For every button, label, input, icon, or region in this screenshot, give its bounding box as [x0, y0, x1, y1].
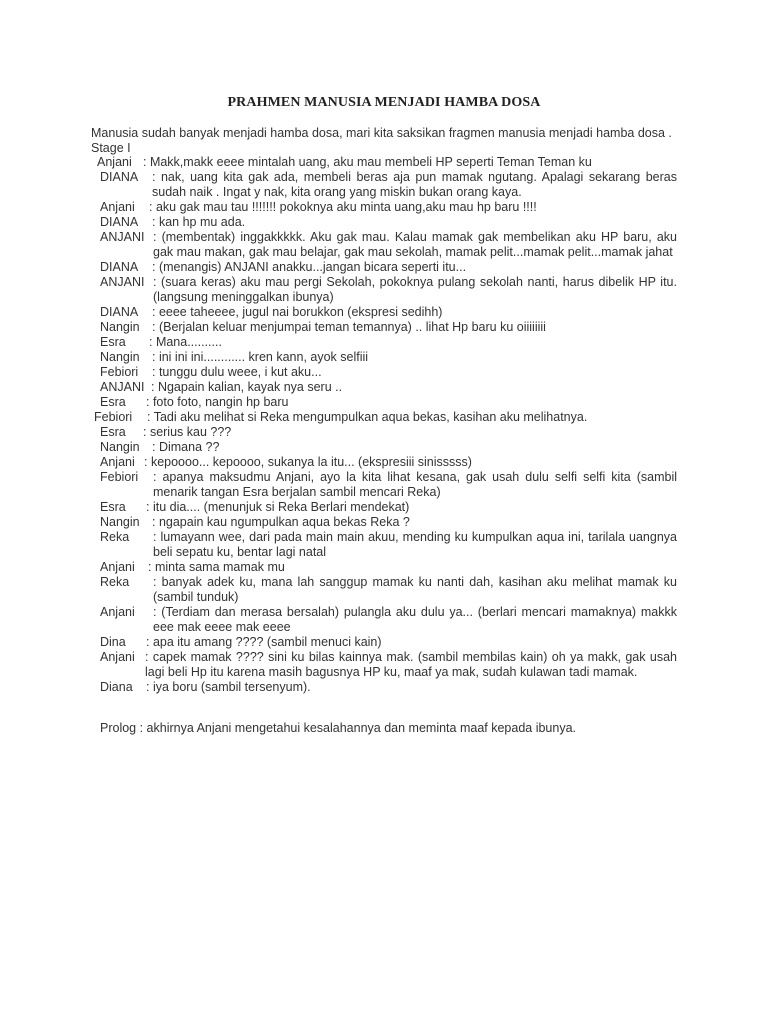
dialogue-line	[0, 155, 768, 170]
speaker-name: DIANA	[100, 260, 139, 274]
dialogue-line	[0, 230, 768, 260]
dialogue-text: : kan hp mu ada.	[152, 215, 246, 229]
dialogue-text: : apa itu amang ???? (sambil menuci kain)	[146, 635, 382, 649]
intro-paragraph: Manusia sudah banyak menjadi hamba dosa, mari kita saksikan fragmen manusia menjadi hamba dosa .	[91, 126, 672, 140]
dialogue-text: : foto foto, nangin hp baru	[146, 395, 289, 409]
dialogue-text: : (Terdiam dan merasa bersalah) pulangla aku dulu ya... (berlari mencari mamaknya) makkk eee mak eeee mak eeee	[153, 605, 677, 634]
dialogue-line	[0, 365, 768, 380]
speaker-name: Reka	[100, 530, 130, 544]
speaker-name: Febiori	[100, 470, 139, 484]
speaker-name: ANJANI	[100, 275, 145, 289]
speaker-name: Anjani	[100, 200, 135, 214]
speaker-name: Febiori	[94, 410, 133, 424]
speaker-name: DIANA	[100, 170, 139, 184]
dialogue-line	[0, 260, 768, 275]
dialogue-line	[0, 320, 768, 335]
dialogue-line	[0, 455, 768, 470]
dialogue-list	[0, 155, 768, 695]
dialogue-line	[0, 380, 768, 395]
speaker-name: Esra	[100, 425, 126, 439]
dialogue-text: : ngapain kau ngumpulkan aqua bekas Reka ?	[152, 515, 410, 529]
dialogue-line	[0, 575, 768, 605]
dialogue-text: : Ngapain kalian, kayak nya seru ..	[151, 380, 343, 394]
speaker-name: Esra	[100, 335, 126, 349]
dialogue-line	[0, 305, 768, 320]
speaker-name: Anjani	[100, 560, 135, 574]
dialogue-text: : Tadi aku melihat si Reka mengumpulkan aqua bekas, kasihan aku melihatnya.	[147, 410, 588, 424]
dialogue-text: : lumayann wee, dari pada main main akuu, mending ku kumpulkan aqua ini, tarilala uangnya beli sepatu ku, bentar lagi natal	[153, 530, 677, 559]
dialogue-text: : (menangis) ANJANI anakku...jangan bicara seperti itu...	[152, 260, 467, 274]
dialogue-line	[0, 395, 768, 410]
prolog-paragraph: Prolog : akhirnya Anjani mengetahui kesalahannya dan meminta maaf kepada ibunya.	[100, 721, 577, 735]
dialogue-text: : ini ini ini............ kren kann, ayok selfiii	[152, 350, 369, 364]
dialogue-text: : (membentak) inggakkkkk. Aku gak mau. Kalau mamak gak membelikan aku HP baru, aku gak mau makan, gak mau belajar, gak mau sekolah, mamak pelit...mamak pelit...mamak jahat	[153, 230, 677, 259]
speaker-name: DIANA	[100, 305, 139, 319]
dialogue-text: : Dimana ??	[152, 440, 220, 454]
speaker-name: Nangin	[100, 515, 140, 529]
dialogue-line	[0, 425, 768, 440]
dialogue-line	[0, 350, 768, 365]
dialogue-line	[0, 335, 768, 350]
dialogue-text: : minta sama mamak mu	[148, 560, 285, 574]
dialogue-line	[0, 170, 768, 200]
speaker-name: Reka	[100, 575, 130, 589]
dialogue-text: : eeee taheeee, jugul nai borukkon (ekspresi sedihh)	[152, 305, 443, 319]
speaker-name: Anjani	[100, 605, 135, 619]
dialogue-line	[0, 215, 768, 230]
speaker-name: Anjani	[100, 455, 135, 469]
dialogue-line	[0, 500, 768, 515]
dialogue-line	[0, 530, 768, 560]
dialogue-text: : nak, uang kita gak ada, membeli beras aja pun mamak ngutang. Apalagi sekarang beras sudah naik . Ingat y nak, kita orang yang miskin bukan orang kaya.	[152, 170, 677, 199]
dialogue-text: : itu dia.... (menunjuk si Reka Berlari mendekat)	[146, 500, 410, 514]
speaker-name: Dina	[100, 635, 126, 649]
speaker-name: Esra	[100, 500, 126, 514]
speaker-name: Anjani	[100, 650, 135, 664]
document-title: PRAHMEN MANUSIA MENJADI HAMBA DOSA	[227, 95, 541, 110]
dialogue-line	[0, 515, 768, 530]
speaker-name: Nangin	[100, 350, 140, 364]
dialogue-text: : tunggu dulu weee, i kut aku...	[152, 365, 322, 379]
speaker-name: Nangin	[100, 320, 140, 334]
dialogue-line	[0, 440, 768, 455]
speaker-name: Esra	[100, 395, 126, 409]
dialogue-line	[0, 605, 768, 635]
dialogue-text: : kepoooo... kepoooo, sukanya la itu... (ekspresiii sinisssss)	[144, 455, 472, 469]
stage-heading: Stage I	[91, 141, 131, 155]
dialogue-text: : banyak adek ku, mana lah sanggup mamak ku nanti dah, kasihan aku melihat mamak ku (sambil tunduk)	[153, 575, 677, 604]
dialogue-line	[0, 680, 768, 695]
dialogue-line	[0, 410, 768, 425]
dialogue-line	[0, 470, 768, 500]
dialogue-text: : (suara keras) aku mau pergi Sekolah, pokoknya pulang sekolah nanti, harus dibelik HP itu. (langsung meninggalkan ibunya)	[153, 275, 677, 304]
dialogue-text: : iya boru (sambil tersenyum).	[146, 680, 311, 694]
dialogue-text: : (Berjalan keluar menjumpai teman temannya) .. lihat Hp baru ku oiiiiiiii	[152, 320, 546, 334]
dialogue-text: : apanya maksudmu Anjani, ayo la kita lihat kesana, gak usah dulu selfi selfi kita (sambil menarik tangan Esra berjalan sambil mencari Reka)	[153, 470, 677, 499]
dialogue-line	[0, 635, 768, 650]
speaker-name: Diana	[100, 680, 133, 694]
dialogue-text: : Makk,makk eeee mintalah uang, aku mau membeli HP seperti Teman Teman ku	[143, 155, 592, 169]
dialogue-text: : capek mamak ???? sini ku bilas kainnya mak. (sambil membilas kain) oh ya makk, gak usah lagi beli Hp itu karena masih bagusnya HP ku, maaf ya mak, sudah kulawan tadi mamak.	[145, 650, 677, 679]
speaker-name: DIANA	[100, 215, 139, 229]
dialogue-text: : serius kau ???	[143, 425, 232, 439]
speaker-name: Nangin	[100, 440, 140, 454]
dialogue-line	[0, 200, 768, 215]
speaker-name: ANJANI	[100, 230, 145, 244]
dialogue-line	[0, 560, 768, 575]
dialogue-text: : Mana..........	[149, 335, 222, 349]
speaker-name: Febiori	[100, 365, 139, 379]
dialogue-line	[0, 650, 768, 680]
dialogue-line	[0, 275, 768, 305]
speaker-name: ANJANI	[100, 380, 145, 394]
speaker-name: Anjani	[97, 155, 132, 169]
dialogue-text: : aku gak mau tau !!!!!!! pokoknya aku minta uang,aku mau hp baru !!!!	[149, 200, 537, 214]
